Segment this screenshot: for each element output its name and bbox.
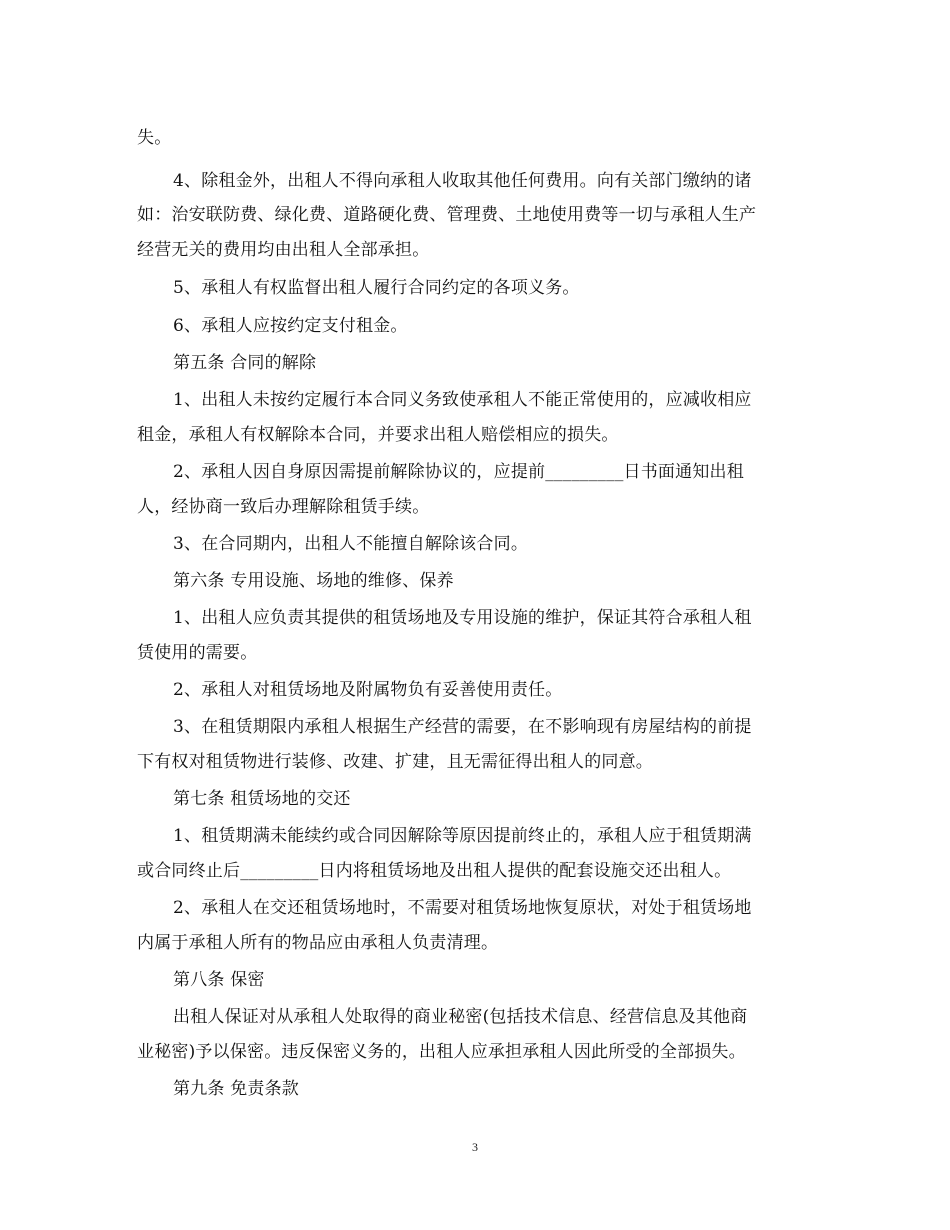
text-line: 4、除租金外，出租人不得向承租人收取其他任何费用。向有关部门缴纳的诸 <box>173 171 752 191</box>
text-line: 3、在合同期内，出租人不能擅自解除该合同。 <box>173 534 529 554</box>
section-heading: 第九条 免责条款 <box>173 1079 300 1099</box>
text-line: 或合同终止后_________日内将租赁场地及出租人提供的配套设施交还出租人。 <box>137 861 732 881</box>
page-number: 3 <box>472 1140 478 1154</box>
text-line: 下有权对租赁物进行装修、改建、扩建，且无需征得出租人的同意。 <box>137 752 653 772</box>
text-line: 3、在租赁期限内承租人根据生产经营的需要，在不影响现有房屋结构的前提 <box>173 717 752 737</box>
section-heading: 第六条 专用设施、场地的维修、保养 <box>173 571 454 591</box>
section-heading: 第七条 租赁场地的交还 <box>173 789 351 809</box>
text-line: 租金，承租人有权解除本合同，并要求出租人赔偿相应的损失。 <box>137 425 619 445</box>
text-line: 人，经协商一致后办理解除租赁手续。 <box>137 497 430 517</box>
text-line: 经营无关的费用均由出租人全部承担。 <box>137 240 430 260</box>
text-line: 出租人保证对从承租人处取得的商业秘密(包括技术信息、经营信息及其他商 <box>173 1007 748 1027</box>
section-heading: 第五条 合同的解除 <box>173 353 317 373</box>
text-line: 业秘密)予以保密。违反保密义务的，出租人应承担承租人因此所受的全部损失。 <box>137 1042 746 1062</box>
text-line: 赁使用的需要。 <box>137 643 258 663</box>
text-line: 如：治安联防费、绿化费、道路硬化费、管理费、土地使用费等一切与承租人生产 <box>137 205 757 225</box>
text-line: 内属于承租人所有的物品应由承租人负责清理。 <box>137 933 499 953</box>
text-line: 2、承租人对租赁场地及附属物负有妥善使用责任。 <box>173 680 563 700</box>
text-line: 2、承租人在交还租赁场地时，不需要对租赁场地恢复原状，对处于租赁场地 <box>173 898 752 918</box>
section-heading: 第八条 保密 <box>173 970 265 990</box>
text-line: 1、出租人应负责其提供的租赁场地及专用设施的维护，保证其符合承租人租 <box>173 608 752 628</box>
text-line: 失。 <box>137 128 172 148</box>
text-line: 6、承租人应按约定支付租金。 <box>173 316 408 336</box>
text-line: 1、租赁期满未能续约或合同因解除等原因提前终止的，承租人应于租赁期满 <box>173 826 752 846</box>
text-line: 1、出租人未按约定履行本合同义务致使承租人不能正常使用的，应减收相应 <box>173 390 752 410</box>
text-line: 2、承租人因自身原因需提前解除协议的，应提前_________日书面通知出租 <box>173 462 744 482</box>
text-line: 5、承租人有权监督出租人履行合同约定的各项义务。 <box>173 278 580 298</box>
